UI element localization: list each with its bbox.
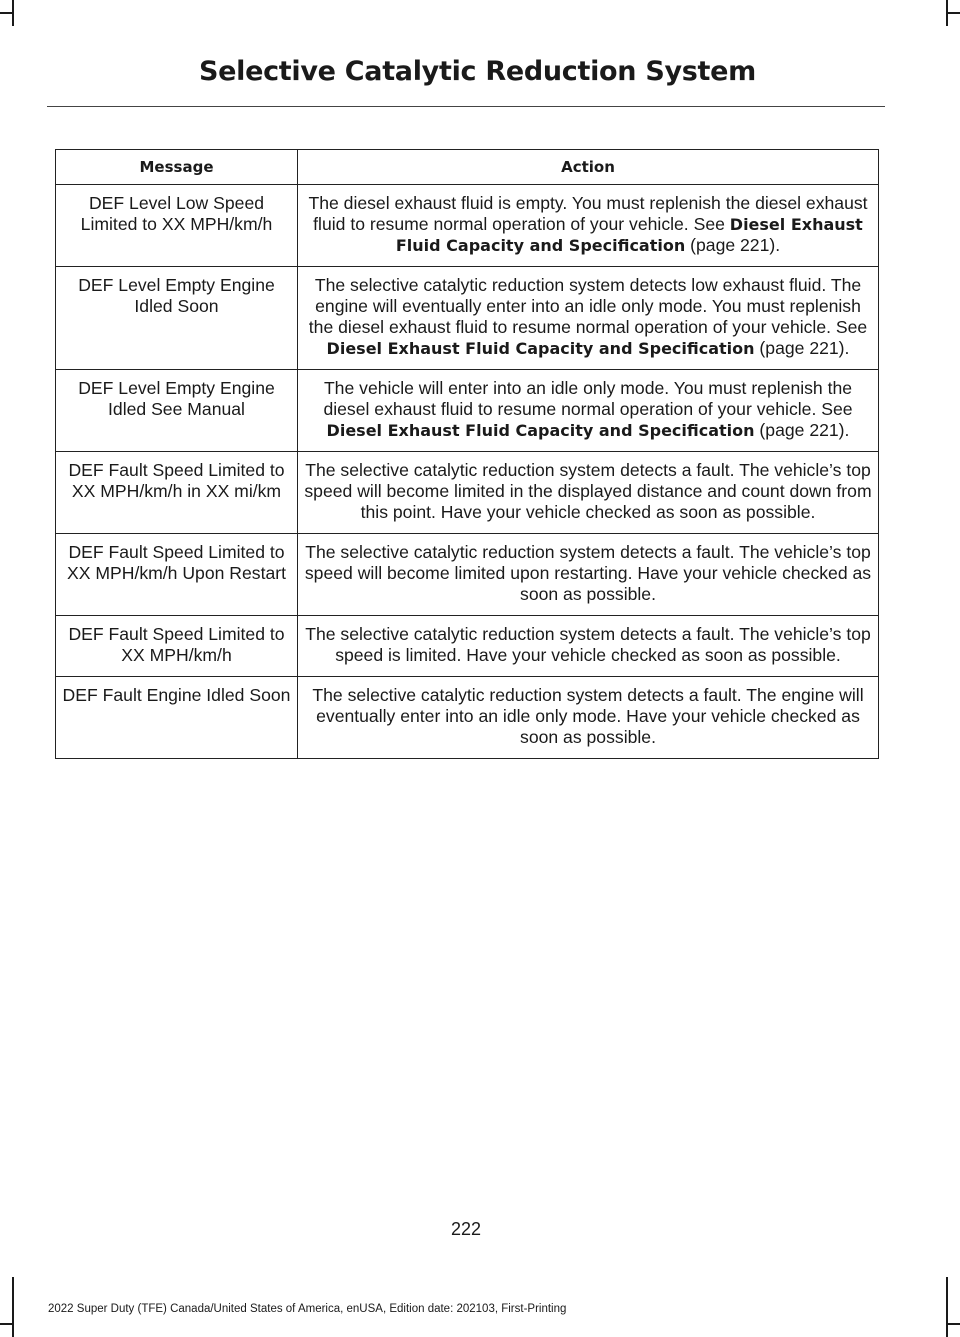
action-cell	[298, 370, 879, 452]
column-header-action: Action	[298, 150, 879, 185]
table-row	[56, 267, 879, 370]
message-cell: DEF Level Low Speed Limited to XX MPH/km/h	[56, 185, 298, 267]
message-table	[55, 149, 879, 759]
message-cell: DEF Level Empty Engine Idled See Manual	[56, 370, 298, 452]
action-text: The selective catalytic reduction system detects low exhaust fluid. The engine will eventually enter into an idle only mode. You must replenish the diesel exhaust fluid to resume normal operation of your vehicle. See	[308, 275, 868, 337]
action-cell	[298, 185, 879, 267]
crop-mark	[0, 1323, 12, 1325]
title-divider	[47, 106, 885, 107]
table-row	[56, 185, 879, 267]
action-cell: The selective catalytic reduction system detects a fault. The vehicle’s top speed is limited. Have your vehicle checked as soon as possible.	[298, 616, 879, 677]
cross-reference-link[interactable]: Diesel Exhaust Fluid Capacity and Specification	[326, 421, 755, 440]
page-reference: (page 221).	[754, 338, 850, 358]
crop-mark	[12, 0, 14, 26]
action-text: The diesel exhaust fluid is empty. You must replenish the diesel exhaust fluid to resume normal operation of your vehicle. See	[308, 193, 868, 234]
crop-mark	[12, 1277, 14, 1337]
table-row	[56, 370, 879, 452]
table-row	[56, 677, 879, 759]
column-header-message: Message	[56, 150, 298, 185]
page-title: Selective Catalytic Reduction System	[198, 56, 756, 87]
message-cell: DEF Fault Speed Limited to XX MPH/km/h in XX mi/km	[56, 452, 298, 534]
page-reference: (page 221).	[754, 420, 850, 440]
action-cell: The selective catalytic reduction system detects a fault. The vehicle’s top speed will become limited upon restarting. Have your vehicle checked as soon as possible.	[298, 534, 879, 616]
action-cell: The selective catalytic reduction system detects a fault. The vehicle’s top speed will become limited in the displayed distance and count down from this point. Have your vehicle checked as soon as possible.	[298, 452, 879, 534]
edition-footer: 2022 Super Duty (TFE) Canada/United States of America, enUSA, Edition date: 202103, First-Printing	[48, 1303, 567, 1315]
message-cell: DEF Fault Speed Limited to XX MPH/km/h	[56, 616, 298, 677]
action-text: The vehicle will enter into an idle only mode. You must replenish the diesel exhaust fluid to resume normal operation of your vehicle. See	[323, 378, 853, 419]
cross-reference-link[interactable]: Diesel Exhaust Fluid Capacity and Specification	[326, 339, 755, 358]
table-row	[56, 452, 879, 534]
cross-reference-link[interactable]: Diesel Exhaust Fluid Capacity and Specification	[395, 215, 863, 255]
crop-mark	[948, 1323, 960, 1325]
crop-mark	[948, 12, 960, 14]
table-row	[56, 534, 879, 616]
action-cell	[298, 267, 879, 370]
action-cell: The selective catalytic reduction system detects a fault. The engine will eventually enter into an idle only mode. Have your vehicle checked as soon as possible.	[298, 677, 879, 759]
message-cell: DEF Level Empty Engine Idled Soon	[56, 267, 298, 370]
message-cell: DEF Fault Speed Limited to XX MPH/km/h Upon Restart	[56, 534, 298, 616]
table-row	[56, 616, 879, 677]
page-reference: (page 221).	[685, 235, 781, 255]
table-header-row	[56, 150, 879, 185]
crop-mark	[0, 12, 12, 14]
crop-mark	[946, 1277, 948, 1337]
message-cell: DEF Fault Engine Idled Soon	[56, 677, 298, 759]
page-number: 222	[450, 1219, 482, 1239]
